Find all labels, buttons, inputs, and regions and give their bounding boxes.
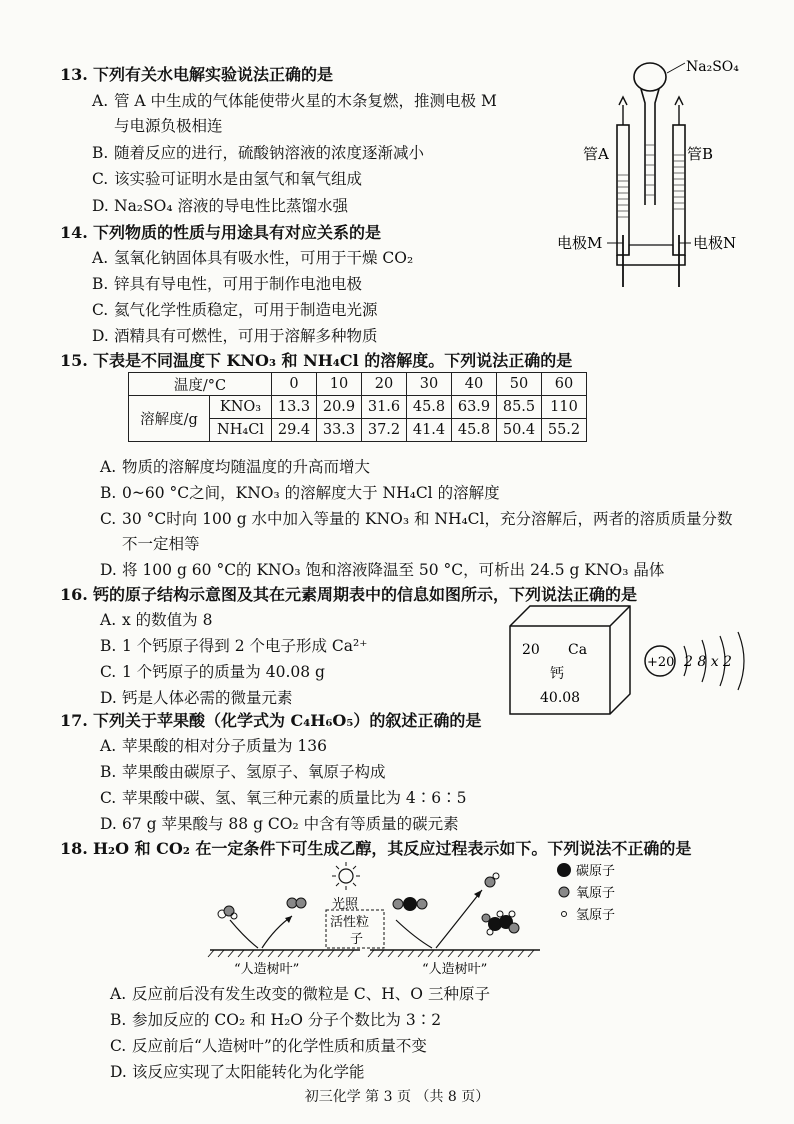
table-cell: 40 (452, 373, 497, 396)
question-number: 18. (60, 839, 88, 858)
table-cell: 29.4 (272, 419, 317, 442)
option-c: C. 该实验可证明水是由氢气和氧气组成 (92, 170, 363, 188)
option-a: A. 氢氧化钠固体具有吸水性，可用于干燥 CO₂ (92, 249, 414, 267)
question-17 (60, 708, 481, 734)
light-label: 光照 (332, 897, 359, 912)
option-c: C. 1 个钙原子的质量为 40.08 g (100, 663, 325, 681)
tube-b-label: 管B (687, 145, 714, 163)
option-c: C. 氦气化学性质稳定，可用于制造电光源 (92, 301, 378, 319)
option-c: C. 苹果酸中碳、氢、氧三种元素的质量比为 4∶6∶5 (100, 789, 467, 807)
option-a: A. 苹果酸的相对分子质量为 136 (100, 737, 328, 755)
artificial-leaf-label: “人造树叶” (234, 962, 300, 977)
page-footer: 初三化学 第 3 页 （共 8 页） (304, 1089, 490, 1105)
tube-a-label: 管A (583, 145, 609, 163)
question-14 (60, 220, 381, 246)
option-a: A. x 的数值为 8 (100, 611, 213, 629)
option-c: C. 30 °C时向 100 g 水中加入等量的 KNO₃ 和 NH₄Cl，充分溶解后，两者的溶质质量分数 (100, 510, 733, 528)
question-15 (60, 348, 572, 374)
question-stem: 下列物质的性质与用途具有对应关系的是 (92, 223, 381, 242)
active-particle-label: 活性粒 (330, 915, 370, 930)
nucleus-charge: +20 (647, 655, 675, 670)
electrode-m-label: 电极M (557, 234, 603, 252)
table-cell: 110 (542, 396, 587, 419)
table-cell: 0 (272, 373, 317, 396)
option-d: D. 钙是人体必需的微量元素 (100, 689, 293, 707)
table-cell: 45.8 (407, 396, 452, 419)
electrode-n-label: 电极N (693, 234, 737, 252)
option-a: A. 物质的溶解度均随温度的升高而增大 (100, 458, 371, 476)
artificial-leaf-label: “人造树叶” (422, 962, 488, 977)
option-b: B. 随着反应的进行，硫酸钠溶液的浓度逐渐减小 (92, 144, 425, 162)
table-cell: 20 (362, 373, 407, 396)
solubility-table (128, 372, 587, 442)
legend-oxygen: 氧原子 (576, 886, 616, 901)
na2so4-label: Na₂SO₄ (686, 59, 739, 75)
option-a-cont: 与电源负极相连 (114, 117, 223, 135)
option-a: A. 反应前后没有发生改变的微粒是 C、H、O 三种原子 (110, 985, 490, 1003)
option-a: A. 管 A 中生成的气体能使带火星的木条复燃，推测电极 M (92, 92, 497, 110)
table-cell: 33.3 (317, 419, 362, 442)
table-cell: 50.4 (497, 419, 542, 442)
atomic-mass: 40.08 (540, 690, 581, 706)
question-stem: 下列有关水电解实验说法正确的是 (92, 65, 333, 84)
question-number: 16. (60, 585, 88, 604)
table-row (129, 373, 587, 396)
table-cell: 60 (542, 373, 587, 396)
electron-shells: 2 8 x 2 (684, 654, 732, 670)
option-b: B. 1 个钙原子得到 2 个电子形成 Ca²⁺ (100, 637, 368, 655)
question-stem: 下表是不同温度下 KNO₃ 和 NH₄Cl 的溶解度。下列说法正确的是 (92, 351, 573, 370)
table-row (129, 396, 587, 419)
option-d: D. Na₂SO₄ 溶液的导电性比蒸馏水强 (92, 197, 348, 215)
option-b: B. 参加反应的 CO₂ 和 H₂O 分子个数比为 3∶2 (110, 1011, 442, 1029)
table-cell: 13.3 (272, 396, 317, 419)
table-cell: 85.5 (497, 396, 542, 419)
table-cell: 50 (497, 373, 542, 396)
option-b: B. 锌具有导电性，可用于制作电池电极 (92, 275, 363, 293)
option-d: D. 酒精具有可燃性，可用于溶解多种物质 (92, 327, 378, 345)
table-cell: NH₄Cl (210, 419, 272, 442)
option-c: C. 反应前后“人造树叶”的化学性质和质量不变 (110, 1037, 427, 1055)
table-cell: KNO₃ (210, 396, 272, 419)
table-cell: 20.9 (317, 396, 362, 419)
question-13 (60, 62, 333, 88)
atom-structure-diagram (636, 626, 766, 696)
question-number: 13. (60, 65, 88, 84)
table-cell: 63.9 (452, 396, 497, 419)
active-particle-label-2: 子 (350, 932, 364, 947)
question-number: 14. (60, 223, 88, 242)
table-cell: 55.2 (542, 419, 587, 442)
table-cell: 10 (317, 373, 362, 396)
option-b: B. 0~60 °C之间，KNO₃ 的溶解度大于 NH₄Cl 的溶解度 (100, 484, 500, 502)
table-cell: 31.6 (362, 396, 407, 419)
electrolysis-apparatus (555, 55, 775, 295)
table-cell: 37.2 (362, 419, 407, 442)
table-cell: 45.8 (452, 419, 497, 442)
sol-header: 溶解度/g (129, 396, 210, 442)
legend-hydrogen: 氢原子 (576, 908, 616, 923)
question-stem: 下列关于苹果酸（化学式为 C₄H₆O₅）的叙述正确的是 (92, 711, 482, 730)
table-cell: 30 (407, 373, 452, 396)
question-stem: 钙的原子结构示意图及其在元素周期表中的信息如图所示，下列说法正确的是 (92, 585, 637, 604)
element-symbol: Ca (568, 642, 588, 658)
element-name: 钙 (550, 666, 564, 682)
reaction-process-diagram (200, 858, 640, 978)
table-cell: 41.4 (407, 419, 452, 442)
option-d: D. 该反应实现了太阳能转化为化学能 (110, 1063, 365, 1081)
question-number: 15. (60, 351, 88, 370)
option-d: D. 将 100 g 60 °C的 KNO₃ 饱和溶液降温至 50 °C，可析出 24.5 g KNO₃ 晶体 (100, 561, 665, 579)
atomic-number: 20 (522, 642, 540, 658)
option-c-cont: 不一定相等 (122, 535, 200, 553)
question-number: 17. (60, 711, 88, 730)
legend-carbon: 碳原子 (576, 864, 616, 879)
temp-header: 温度/°C (129, 373, 272, 396)
element-cell (508, 604, 632, 716)
question-stem: H₂O 和 CO₂ 在一定条件下可生成乙醇，其反应过程表示如下。下列说法不正确的是 (92, 839, 692, 858)
option-d: D. 67 g 苹果酸与 88 g CO₂ 中含有等质量的碳元素 (100, 815, 459, 833)
option-b: B. 苹果酸由碳原子、氢原子、氧原子构成 (100, 763, 386, 781)
